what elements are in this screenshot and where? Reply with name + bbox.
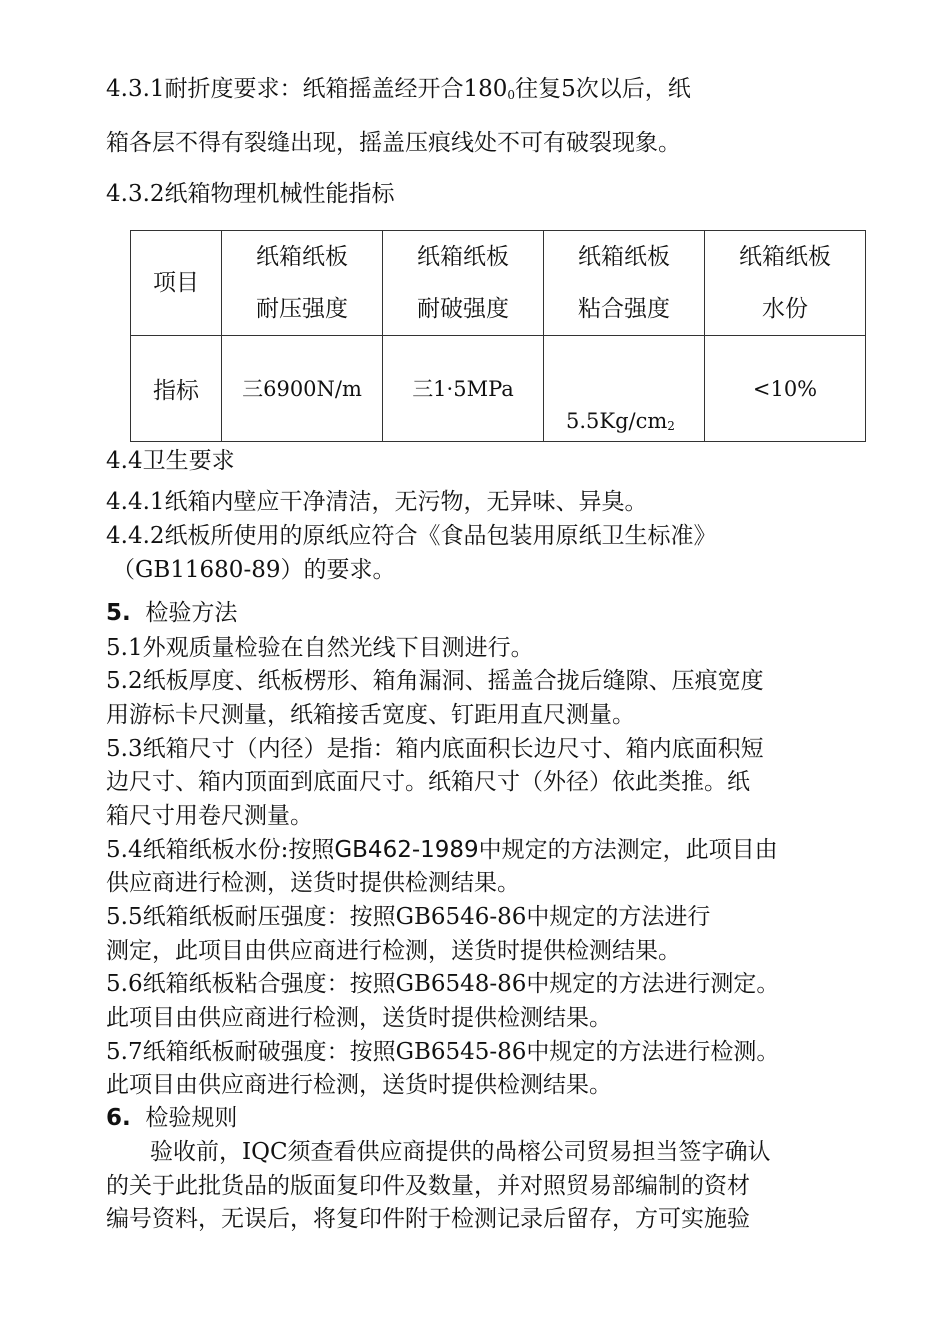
section-4-4-2-line-1: 4.4.2纸板所使用的原纸应符合《食品包装用原纸卫生标准》 (106, 523, 717, 549)
header-moisture: 纸箱纸板 水份 (705, 231, 866, 336)
section-5-heading: 5. 检验方法 (106, 600, 238, 626)
value-compression: 三6900N/m (222, 336, 383, 442)
section-5-6-line-2: 此项目由供应商进行检测，送货时提供检测结果。 (106, 1005, 612, 1031)
degree-mark: 0 (507, 88, 516, 102)
section-4-3-2-heading: 4.3.2纸箱物理机械性能指标 (106, 181, 395, 207)
section-5-7-line-2: 此项目由供应商进行检测，送货时提供检测结果。 (106, 1072, 612, 1098)
section-5-2-line-2: 用游标卡尺测量，纸箱接舌宽度、钉距用直尺测量。 (106, 702, 635, 728)
section-5-1: 5.1外观质量检验在自然光线下目测进行。 (106, 635, 534, 661)
section-4-3-1-line-2: 箱各层不得有裂缝出现，摇盖压痕线处不可有破裂现象。 (106, 130, 681, 156)
row-label: 指标 (131, 336, 222, 442)
section-4-4-1: 4.4.1纸箱内壁应干净清洁，无污物，无异味、异臭。 (106, 489, 648, 515)
section-6-heading: 6. 检验规则 (106, 1105, 238, 1131)
header-burst: 纸箱纸板 耐破强度 (383, 231, 544, 336)
section-5-4-line-2: 供应商进行检测，送货时提供检测结果。 (106, 870, 520, 896)
section-5-3-line-2: 边尺寸、箱内顶面到底面尺寸。纸箱尺寸（外径）依此类推。纸 (106, 769, 750, 795)
performance-table (130, 230, 866, 442)
section-5-7-line-1: 5.7纸箱纸板耐破强度：按照GB6545-86中规定的方法进行检测。 (106, 1039, 780, 1065)
section-5-5-line-2: 测定，此项目由供应商进行检测，送货时提供检测结果。 (106, 938, 681, 964)
header-bonding: 纸箱纸板 粘合强度 (544, 231, 705, 336)
section-6-para-line-3: 编号资料，无误后，将复印件附于检测记录后留存，方可实施验 (106, 1206, 750, 1232)
section-5-4-line-1: 5.4纸箱纸板水份:按照GB462-1989中规定的方法测定，此项目由 (106, 837, 778, 863)
header-item: 项目 (131, 231, 222, 336)
table-header-row (131, 231, 866, 336)
section-4-4-2-line-2: （GB11680-89）的要求。 (112, 557, 396, 583)
section-5-3-line-1: 5.3纸箱尺寸（内径）是指：箱内底面积长边尺寸、箱内底面积短 (106, 736, 764, 762)
section-6-para-line-1: 验收前，IQC须查看供应商提供的咼榕公司贸易担当签字确认 (150, 1139, 771, 1165)
table-row (131, 336, 866, 442)
value-burst: 三1·5MPa (383, 336, 544, 442)
section-5-5-line-1: 5.5纸箱纸板耐压强度：按照GB6546-86中规定的方法进行 (106, 904, 711, 930)
section-5-6-line-1: 5.6纸箱纸板粘合强度：按照GB6548-86中规定的方法进行测定。 (106, 971, 780, 997)
section-4-3-1-line-1 (106, 74, 691, 110)
header-compression: 纸箱纸板 耐压强度 (222, 231, 383, 336)
section-5-3-line-3: 箱尺寸用卷尺测量。 (106, 803, 313, 829)
value-moisture: <10% (705, 336, 866, 442)
value-bonding: 5.5Kg/cm2 (544, 336, 705, 442)
section-4-4-heading: 4.4卫生要求 (106, 448, 235, 474)
section-6-para-line-2: 的关于此批货品的版面复印件及数量，并对照贸易部编制的资材 (106, 1173, 750, 1199)
text: 4.3.1耐折度要求：纸箱摇盖经开合180 (106, 76, 508, 102)
section-5-2-line-1: 5.2纸板厚度、纸板楞形、箱角漏洞、摇盖合拢后缝隙、压痕宽度 (106, 668, 764, 694)
text: 往复5次以后，纸 (515, 76, 691, 102)
